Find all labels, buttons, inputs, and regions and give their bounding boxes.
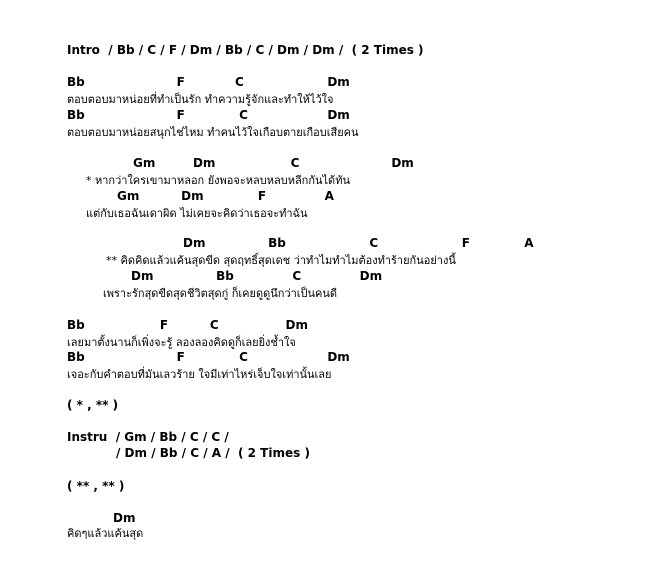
chord-line: Dm [113,511,136,525]
chord-line: Dm Bb C F A [183,236,534,250]
lyric-line: ตอบตอบมาหน่อยที่ทำเป็นรัก ทำความรู้จักและทำให้ไว้ใจ [67,93,334,106]
chord-line: ( ** , ** ) [67,479,125,493]
chord-line: Gm Dm F A [117,189,334,203]
lyric-line: เพราะรักสุดขีดสุดชีวิตสุดกู่ ก็เคยดูดูนึกว่าเป็นคนดี [103,287,338,300]
lyric-line: แต่กับเธอฉันเดาผิด ไม่เคยจะคิดว่าเธอจะทำฉัน [86,207,308,220]
chord-line: / Dm / Bb / C / A / ( 2 Times ) [116,446,310,460]
chord-line: Gm Dm C Dm [133,156,414,170]
chord-line: Intro / Bb / C / F / Dm / Bb / C / Dm / Dm / ( 2 Times ) [67,43,424,57]
lyric-line: เจอะกับคำตอบที่มันเลวร้าย ใจมีเท่าไหร่เจ็บใจเท่านั้นเลย [67,368,332,381]
chord-line: Instru / Gm / Bb / C / C / [67,430,229,444]
lyric-line: เลยมาตั้งนานก็เพิ่งจะรู้ ลองลองคิดดูก็เลยยิ่งช้ำใจ [67,336,296,349]
chord-line: Bb F C Dm [67,108,350,122]
chord-line: ( * , ** ) [67,398,119,412]
lyric-line: ตอบตอบมาหน่อยสนุกไช่ไหม ทำคนไว้ใจเกือบตายเกือบเสียคน [67,126,359,139]
chord-line: Bb F C Dm [67,350,350,364]
chord-line: Bb F C Dm [67,318,309,332]
lyric-line: คิดๆแล้วแค้นสุด [67,527,144,540]
chord-line: Dm Bb C Dm [131,269,383,283]
chord-line: Bb F C Dm [67,75,350,89]
lyric-line: * หากว่าใครเขามาหลอก ยังพอจะหลบหลบหลีกกันได้ทัน [86,174,350,187]
lyric-line: ** คิดคิดแล้วแค้นสุดขีด สุดฤทธิ์สุดเดช ว่าทำไมทำไมต้องทำร้ายกันอย่างนี้ [106,254,456,267]
